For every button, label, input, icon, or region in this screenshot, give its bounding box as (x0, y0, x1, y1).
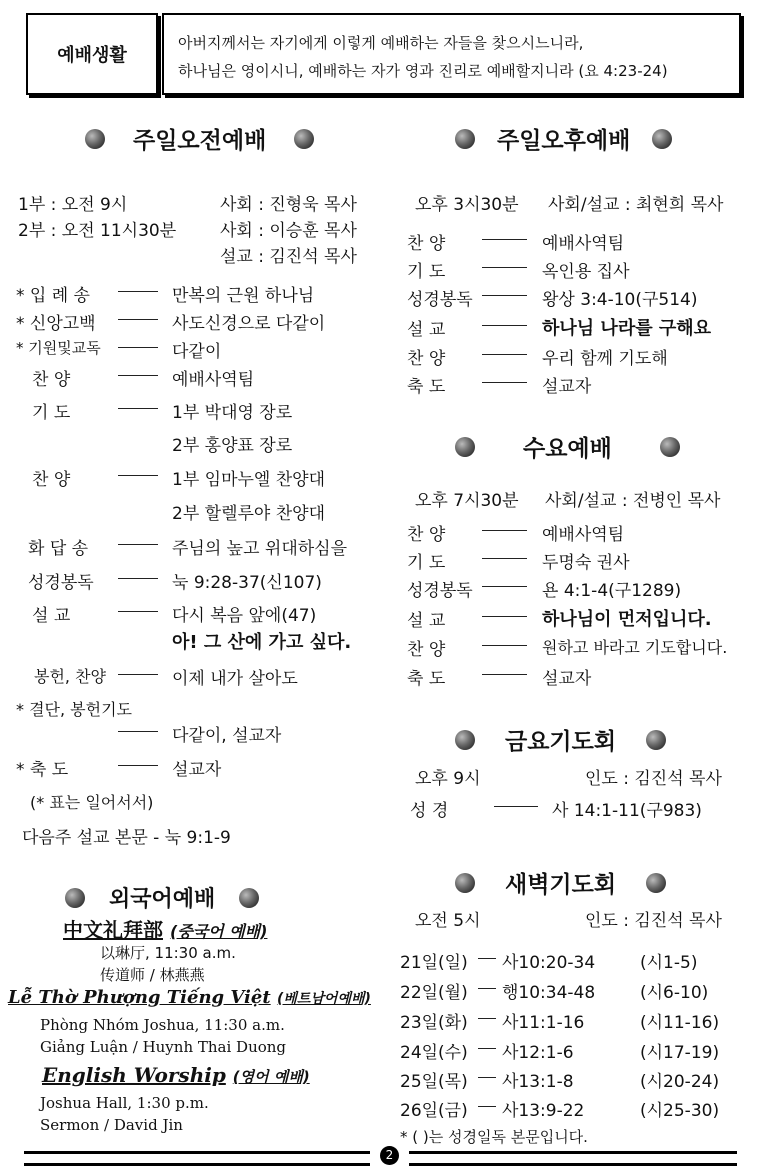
bullet-ball-icon (646, 730, 666, 750)
viet-service-title (8, 987, 371, 1008)
service-leader-2: 사회 : 이승훈 목사 (220, 221, 357, 241)
sunday-pm-title (455, 122, 672, 155)
bullet-ball-icon (652, 129, 672, 149)
wed-leader: 사회/설교 : 전병인 목사 (545, 491, 721, 511)
english-place: Joshua Hall, 1:30 p.m. (40, 1094, 209, 1112)
leader-dash (118, 674, 158, 675)
pm-time: 오후 3시30분 (415, 195, 519, 215)
dawn-text: 행10:34-48 (502, 983, 596, 1003)
footer-rule-left (24, 1151, 370, 1166)
leader-dash (118, 611, 158, 612)
order-value: 다같이, 설교자 (172, 726, 282, 746)
bullet-ball-icon (660, 437, 680, 457)
leader-dash (478, 958, 496, 959)
leader-dash (118, 408, 158, 409)
dawn-psalm: (시1-5) (640, 953, 698, 973)
bullet-ball-icon (455, 730, 475, 750)
fri-time: 오후 9시 (415, 769, 481, 789)
chinese-preacher: 传道师 / 林燕燕 (100, 966, 205, 984)
dawn-day: 25일(목) (400, 1072, 468, 1092)
order-label: 설 교 (32, 606, 71, 626)
leader-dash (482, 616, 527, 617)
dawn-day: 23일(화) (400, 1013, 468, 1033)
friday-title (455, 723, 666, 756)
dawn-text: 사11:1-16 (502, 1013, 585, 1033)
service-time-1: 1부 : 오전 9시 (18, 195, 128, 215)
order-label: * 기원및교독 (16, 339, 101, 357)
order-label: 봉헌, 찬양 (34, 667, 106, 686)
order-value: 예배사역팀 (542, 234, 625, 254)
order-label: 화 답 송 (28, 539, 89, 559)
leader-dash (478, 1106, 496, 1107)
order-label: * 결단, 봉헌기도 (16, 700, 132, 719)
order-value: 설교자 (172, 760, 222, 780)
dawn-psalm: (시25-30) (640, 1101, 720, 1121)
dawn-leader: 인도 : 김진석 목사 (585, 911, 722, 931)
bullet-ball-icon (65, 888, 85, 908)
section-label (26, 13, 158, 95)
dawn-title (455, 866, 666, 899)
dawn-psalm: (시6-10) (640, 983, 709, 1003)
order-value: 설교자 (542, 377, 592, 397)
sunday-pm-title-text: 주일오후예배 (497, 128, 631, 154)
friday-title-text: 금요기도회 (505, 729, 617, 755)
leader-dash (482, 382, 527, 383)
viet-preacher: Giảng Luận / Huynh Thai Duong (40, 1038, 287, 1056)
order-label: 찬 양 (407, 349, 446, 369)
order-value: 2부 할렐루야 찬양대 (172, 504, 325, 524)
dawn-text: 사12:1-6 (502, 1043, 574, 1063)
footer-rule-right (409, 1151, 737, 1166)
leader-dash (494, 806, 538, 807)
leader-dash (482, 674, 527, 675)
pm-leader: 사회/설교 : 최현희 목사 (548, 195, 724, 215)
order-value: 우리 함께 기도해 (542, 349, 668, 369)
fri-leader: 인도 : 김진석 목사 (585, 769, 722, 789)
dawn-day: 24일(수) (400, 1043, 468, 1063)
leader-dash (482, 586, 527, 587)
bullet-ball-icon (85, 129, 105, 149)
leader-dash (482, 295, 527, 296)
viet-sub: (베트남어예배) (276, 991, 371, 1007)
fri-scripture: 사 14:1-11(구983) (552, 801, 702, 821)
pm-sermon-title: 하나님 나라를 구해요 (542, 318, 712, 339)
sunday-am-title-text: 주일오전예배 (133, 128, 267, 154)
english-service-title (42, 1063, 310, 1087)
order-label: * 신앙고백 (16, 314, 96, 334)
dawn-text: 사13:1-8 (502, 1072, 574, 1092)
chinese-place: 以琳厅, 11:30 a.m. (100, 944, 236, 962)
order-label: 기 도 (407, 262, 446, 282)
order-value: 예배사역팀 (542, 525, 625, 545)
order-value: 욘 4:1-4(구1289) (542, 581, 682, 601)
bullet-ball-icon (455, 873, 475, 893)
leader-dash (478, 1018, 496, 1019)
order-value: 예배사역팀 (172, 370, 255, 390)
dawn-text: 사10:20-34 (502, 953, 596, 973)
english-sub: (영어 예배) (232, 1068, 310, 1086)
order-label: 찬 양 (407, 640, 446, 660)
leader-dash (478, 1077, 496, 1078)
bullet-ball-icon (239, 888, 259, 908)
wed-sermon-title: 하나님이 먼저입니다. (542, 609, 712, 630)
order-value: 1부 박대영 장로 (172, 403, 293, 423)
order-label: 설 교 (407, 320, 446, 340)
order-label: 축 도 (407, 377, 446, 397)
sermon-title: 아! 그 산에 가고 싶다. (172, 632, 352, 653)
leader-dash (482, 325, 527, 326)
chinese-service-title (63, 914, 267, 943)
order-value: 설교자 (542, 669, 592, 689)
order-value: 사도신경으로 다같이 (172, 314, 326, 334)
order-label: * 입 례 송 (16, 286, 90, 306)
order-value: 왕상 3:4-10(구514) (542, 290, 698, 310)
order-label: 축 도 (407, 669, 446, 689)
wed-time: 오후 7시30분 (415, 491, 519, 511)
viet-place: Phòng Nhóm Joshua, 11:30 a.m. (40, 1016, 285, 1034)
order-value: 1부 임마누엘 찬양대 (172, 470, 325, 490)
order-label: 찬 양 (407, 525, 446, 545)
leader-dash (482, 645, 527, 646)
service-preacher: 설교 : 김진석 목사 (220, 247, 357, 267)
dawn-psalm: (시20-24) (640, 1072, 720, 1092)
leader-dash (482, 530, 527, 531)
leader-dash (118, 319, 158, 320)
order-label: 성경봉독 (28, 573, 94, 593)
order-label: 기 도 (407, 553, 446, 573)
next-week-text: 다음주 설교 본문 - 눅 9:1-9 (22, 828, 231, 848)
foreign-title-text: 외국어예배 (109, 887, 216, 912)
order-value: 2부 홍양표 장로 (172, 436, 293, 456)
order-label: 설 교 (407, 611, 446, 631)
dawn-psalm: (시17-19) (640, 1043, 720, 1063)
dawn-title-text: 새벽기도회 (505, 872, 617, 898)
verse-box (162, 13, 741, 95)
wednesday-title-text: 수요예배 (523, 436, 612, 462)
dawn-day: 22일(월) (400, 983, 468, 1003)
leader-dash (478, 988, 496, 989)
order-label: 찬 양 (407, 234, 446, 254)
standing-note: (* 표는 일어서서) (30, 793, 154, 812)
order-value: 이제 내가 살아도 (172, 669, 298, 689)
leader-dash (482, 354, 527, 355)
sunday-am-title (85, 122, 314, 155)
service-time-2: 2부 : 오전 11시30분 (18, 221, 177, 241)
order-label: 찬 양 (32, 470, 71, 490)
wednesday-title (455, 430, 680, 463)
service-leader-1: 사회 : 진형욱 목사 (220, 195, 357, 215)
verse-line-1: 아버지께서는 자기에게 이렇게 예배하는 자들을 찾으시느니라, (178, 34, 584, 52)
leader-dash (118, 291, 158, 292)
order-value: 원하고 바라고 기도합니다. (542, 638, 728, 657)
order-value: 두명숙 권사 (542, 553, 630, 573)
order-value: 만복의 근원 하나님 (172, 286, 315, 306)
order-value: 옥인용 집사 (542, 262, 630, 282)
leader-dash (118, 731, 158, 732)
viet-title: Lễ Thờ Phượng Tiếng Việt (8, 987, 271, 1008)
order-label: 성경봉독 (407, 290, 473, 310)
leader-dash (478, 1048, 496, 1049)
english-preacher: Sermon / David Jin (40, 1116, 183, 1134)
dawn-time: 오전 5시 (415, 911, 481, 931)
order-value: 주님의 높고 위대하심을 (172, 539, 348, 559)
fri-scripture-label: 성 경 (410, 801, 449, 821)
verse-line-2: 하나님은 영이시니, 예배하는 자가 영과 진리로 예배할지니라 (요 4:23-24) (178, 62, 668, 80)
order-label: * 축 도 (16, 760, 69, 780)
leader-dash (482, 239, 527, 240)
leader-dash (482, 558, 527, 559)
order-value: 다같이 (172, 342, 222, 362)
bullet-ball-icon (294, 129, 314, 149)
leader-dash (118, 578, 158, 579)
chinese-title: 中文礼拜部 (63, 918, 163, 942)
english-title: English Worship (42, 1063, 226, 1087)
dawn-note: * ( )는 성경일독 본문입니다. (400, 1128, 588, 1146)
order-value: 눅 9:28-37(신107) (172, 573, 322, 593)
section-label-text: 예배생활 (57, 45, 127, 66)
leader-dash (118, 475, 158, 476)
dawn-day: 21일(일) (400, 953, 468, 973)
chinese-sub: (중국어 예배) (169, 922, 268, 941)
page-number: 2 (380, 1146, 399, 1165)
dawn-day: 26일(금) (400, 1101, 468, 1121)
leader-dash (118, 765, 158, 766)
leader-dash (118, 544, 158, 545)
order-label: 성경봉독 (407, 581, 473, 601)
order-value: 다시 복음 앞에(47) (172, 606, 317, 626)
bullet-ball-icon (455, 129, 475, 149)
bullet-ball-icon (455, 437, 475, 457)
foreign-title (65, 882, 259, 913)
order-label: 기 도 (32, 403, 71, 423)
bullet-ball-icon (646, 873, 666, 893)
dawn-text: 사13:9-22 (502, 1101, 585, 1121)
leader-dash (118, 347, 158, 348)
dawn-psalm: (시11-16) (640, 1013, 720, 1033)
leader-dash (482, 267, 527, 268)
leader-dash (118, 375, 158, 376)
order-label: 찬 양 (32, 370, 71, 390)
